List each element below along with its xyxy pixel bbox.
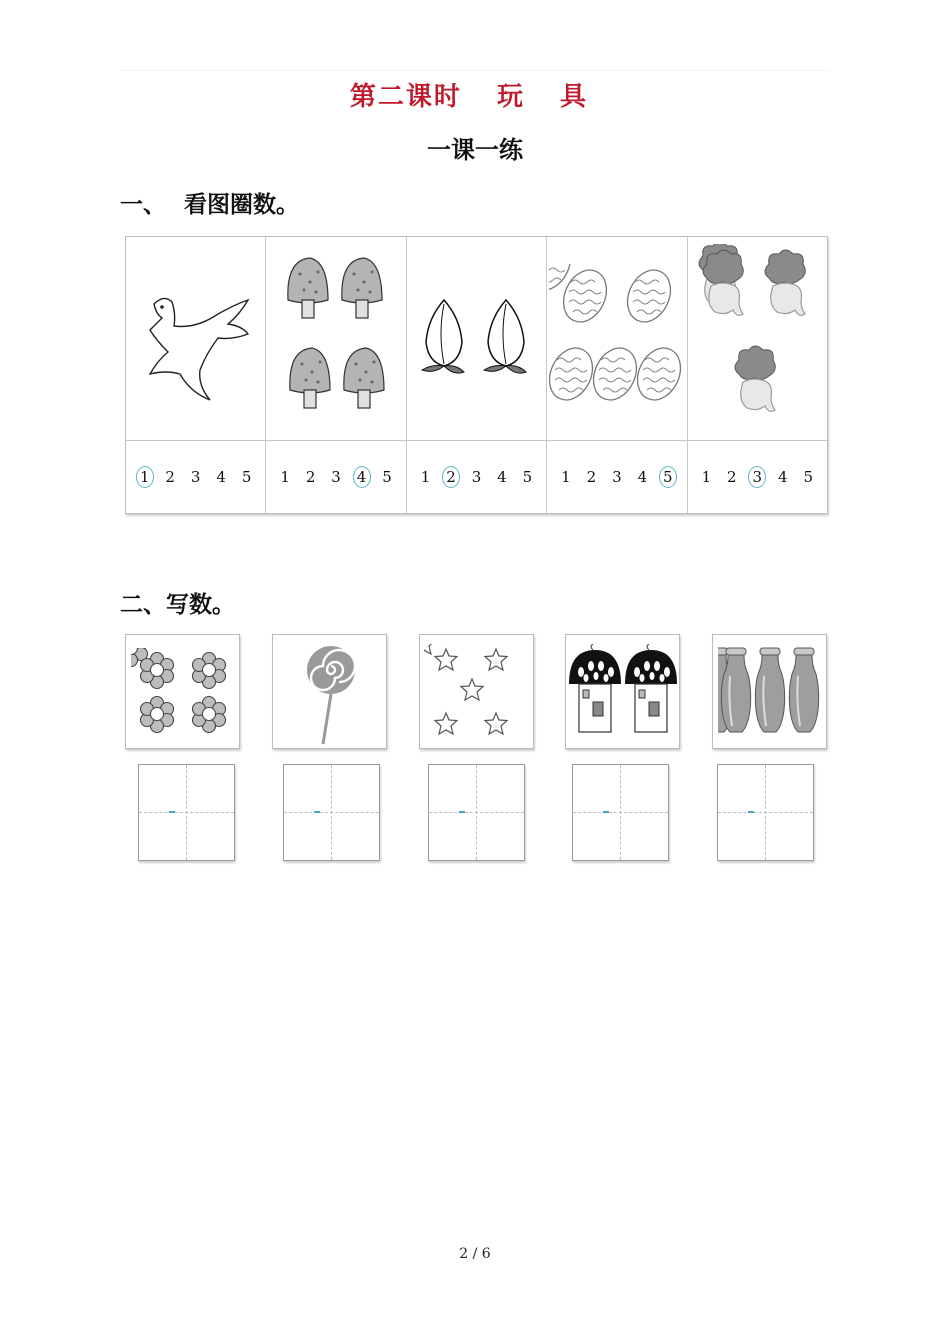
section1-instruction: 看图圈数。 xyxy=(184,192,299,218)
writing-grid-4[interactable] xyxy=(572,764,669,861)
choice-5[interactable]: 5 xyxy=(382,468,392,486)
choice-4[interactable]: 4 xyxy=(353,466,371,488)
choice-row xyxy=(266,441,405,513)
writing-grid-1[interactable] xyxy=(138,764,235,861)
count-picture xyxy=(547,237,686,441)
page-title xyxy=(0,76,950,113)
count-picture xyxy=(688,237,827,441)
writing-grid-2[interactable] xyxy=(283,764,380,861)
picture-row xyxy=(125,634,827,749)
choice-4[interactable]: 4 xyxy=(216,468,226,486)
choice-1[interactable]: 1 xyxy=(280,468,290,486)
section1-heading xyxy=(120,186,299,219)
picture-box-lollipop xyxy=(272,634,387,749)
count-column-mushroom xyxy=(266,237,406,513)
count-table xyxy=(125,236,828,514)
top-rule xyxy=(120,70,830,71)
choice-2[interactable]: 2 xyxy=(305,468,316,486)
count-column-peach xyxy=(407,237,547,513)
choice-1[interactable]: 1 xyxy=(136,466,154,488)
choice-4[interactable]: 4 xyxy=(497,468,507,486)
choice-5[interactable]: 5 xyxy=(522,468,533,486)
picture-box-flowers xyxy=(125,634,240,749)
choice-3[interactable]: 3 xyxy=(748,466,766,488)
mushroom-icon xyxy=(276,254,396,424)
count-picture xyxy=(126,237,265,441)
count-column-dove xyxy=(126,237,266,513)
count-column-radish xyxy=(688,237,827,513)
choice-1[interactable]: 1 xyxy=(561,468,571,486)
peach-icon xyxy=(414,294,539,384)
page-subtitle: 一课一练 xyxy=(427,136,523,164)
dove-icon xyxy=(136,274,256,404)
count-picture xyxy=(407,237,546,441)
watermelon-icon xyxy=(549,264,684,414)
page-number: 2 / 6 xyxy=(459,1246,491,1262)
picture-box-mushroom-houses xyxy=(565,634,680,749)
mushroom-house-icon xyxy=(567,644,679,740)
choice-row xyxy=(126,441,265,513)
star-icon xyxy=(424,644,528,740)
choice-row xyxy=(547,441,686,513)
topic-label: 玩 具 xyxy=(497,82,601,112)
choice-4[interactable]: 4 xyxy=(637,468,648,486)
picture-box-vases xyxy=(712,634,827,749)
lollipop-icon xyxy=(289,638,369,746)
section2-heading: 二、写数。 xyxy=(120,592,235,618)
choice-3[interactable]: 3 xyxy=(471,468,482,486)
choice-3[interactable]: 3 xyxy=(612,468,622,486)
vase-icon xyxy=(718,646,822,738)
writing-grid-row xyxy=(138,764,814,861)
choice-4[interactable]: 4 xyxy=(777,468,788,486)
flower-icon xyxy=(131,648,235,736)
count-picture xyxy=(266,237,405,441)
choice-2[interactable]: 2 xyxy=(165,468,175,486)
choice-5[interactable]: 5 xyxy=(803,468,813,486)
picture-box-stars xyxy=(419,634,534,749)
choice-2[interactable]: 2 xyxy=(586,468,597,486)
choice-5[interactable]: 5 xyxy=(659,466,677,488)
choice-row xyxy=(688,441,827,513)
choice-1[interactable]: 1 xyxy=(420,468,431,486)
count-column-watermelon xyxy=(547,237,687,513)
writing-grid-3[interactable] xyxy=(428,764,525,861)
lesson-label: 第二课时 xyxy=(349,82,462,112)
choice-3[interactable]: 3 xyxy=(190,468,201,486)
choice-2[interactable]: 2 xyxy=(727,468,737,486)
section1-number: 一、 xyxy=(120,192,166,218)
writing-grid-5[interactable] xyxy=(717,764,814,861)
choice-1[interactable]: 1 xyxy=(701,468,712,486)
choice-5[interactable]: 5 xyxy=(241,468,252,486)
choice-3[interactable]: 3 xyxy=(331,468,341,486)
choice-row xyxy=(407,441,546,513)
choice-2[interactable]: 2 xyxy=(442,466,460,488)
radish-icon xyxy=(695,244,820,434)
